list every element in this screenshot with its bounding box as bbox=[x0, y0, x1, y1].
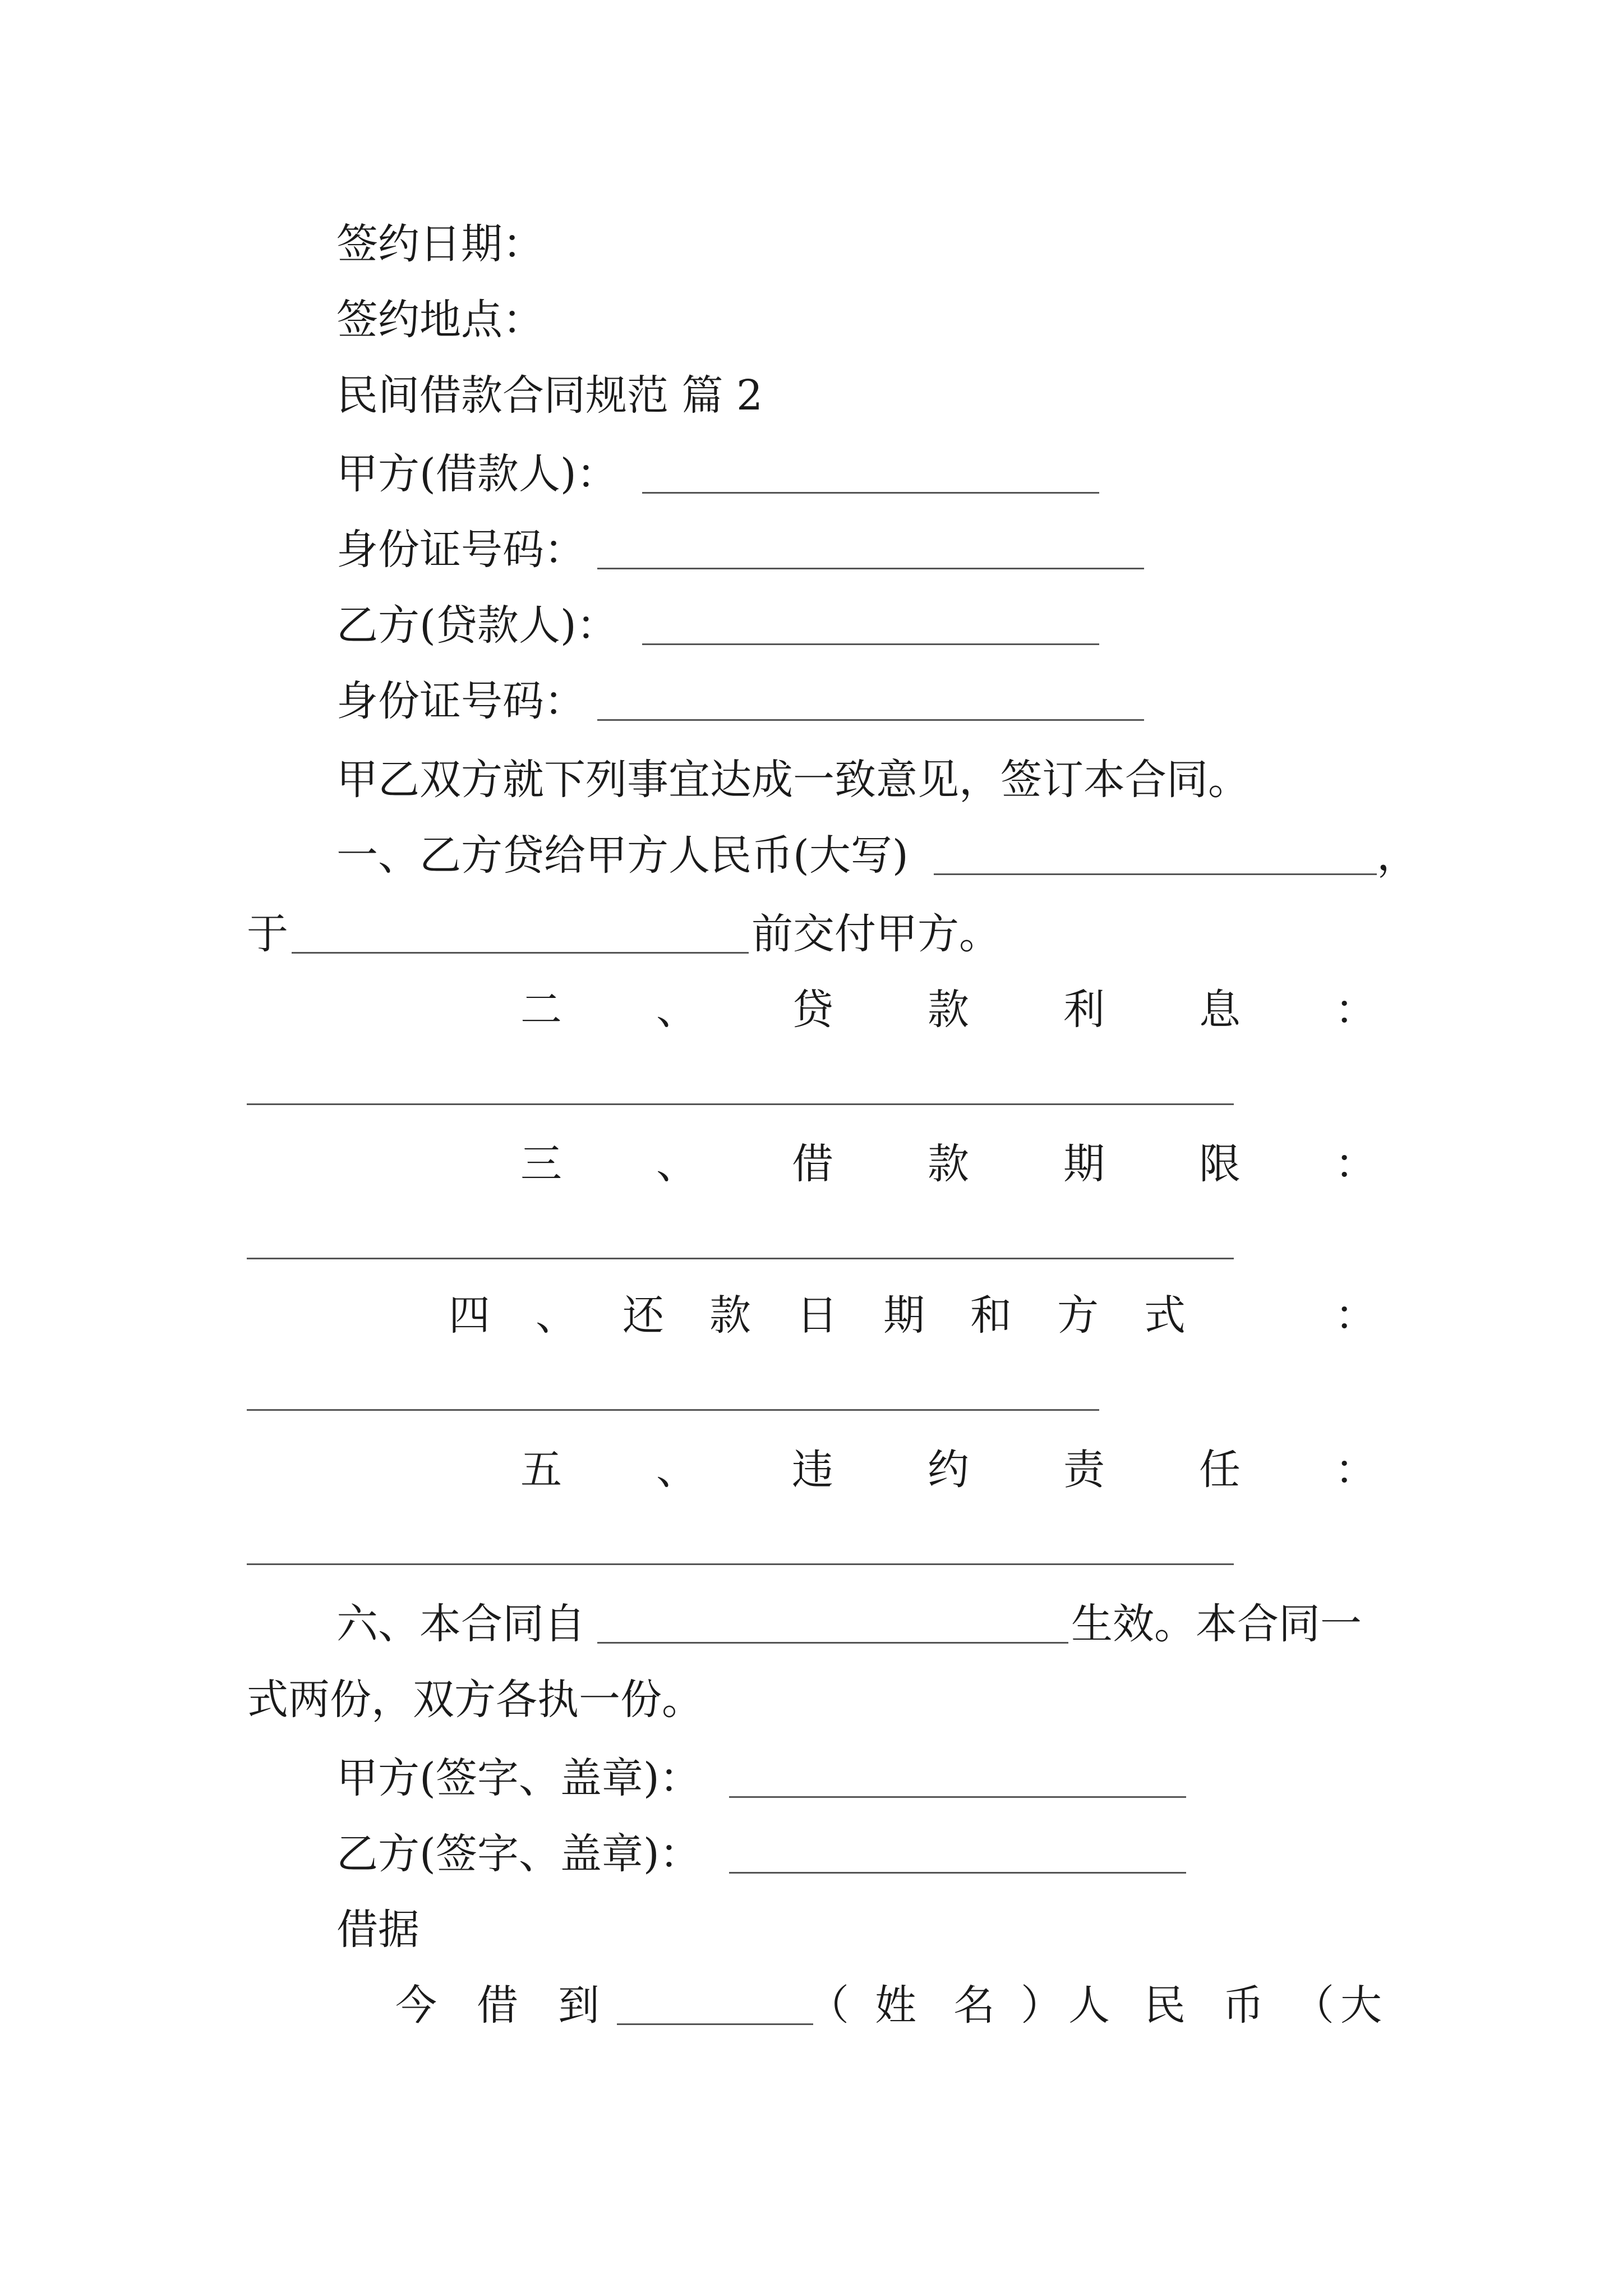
clause-6-date-blank[interactable] bbox=[597, 1642, 1068, 1644]
agreement-line bbox=[0, 752, 1623, 808]
clause-4-char: 方 bbox=[1057, 1291, 1099, 1340]
clause-2-char: 款 bbox=[928, 986, 969, 1034]
receipt-char: 币 bbox=[1223, 1981, 1264, 2030]
receipt-title-line bbox=[0, 1902, 1623, 1958]
clause-1-line bbox=[0, 827, 1623, 884]
section-title: 民间借款合同规范 篇 2 bbox=[336, 371, 763, 420]
clause-3-blank-line bbox=[0, 1212, 1623, 1268]
clause-5-char: ： bbox=[1335, 1446, 1376, 1494]
sign-place-label: 签约地点： bbox=[336, 296, 544, 344]
id-a-label: 身份证号码： bbox=[336, 526, 585, 574]
id-b-blank[interactable] bbox=[597, 719, 1144, 721]
receipt-line bbox=[0, 1977, 1623, 2033]
receipt-char: 民 bbox=[1144, 1981, 1186, 2030]
clause-4-char: ： bbox=[1335, 1291, 1376, 1340]
id-b-line bbox=[0, 673, 1623, 729]
clause-4-char: 和 bbox=[970, 1291, 1012, 1340]
clause-6-suffix: 生效。本合同一 bbox=[1071, 1600, 1362, 1648]
sign-place-line bbox=[0, 292, 1623, 348]
receipt-name-blank[interactable] bbox=[617, 2023, 813, 2025]
clause-5-char: 五 bbox=[520, 1446, 562, 1494]
clause-1-text: 一、乙方贷给甲方人民币(大写) bbox=[336, 831, 909, 880]
clause-1-date-blank[interactable] bbox=[292, 952, 749, 954]
clause-2-line bbox=[0, 982, 1623, 1038]
clause-3-char: ： bbox=[1335, 1140, 1376, 1188]
clause-6-prefix: 六、本合同自 bbox=[336, 1600, 585, 1648]
clause-4-blank[interactable] bbox=[247, 1409, 1099, 1411]
receipt-char: 大 bbox=[1340, 1981, 1382, 2030]
clause-6-line bbox=[0, 1596, 1623, 1652]
sign-b-line bbox=[0, 1826, 1623, 1882]
clause-5-blank[interactable] bbox=[247, 1563, 1234, 1565]
clause-5-char: 约 bbox=[928, 1446, 969, 1494]
receipt-char: 今 bbox=[395, 1981, 437, 2030]
sign-date-label: 签约日期： bbox=[336, 220, 544, 268]
sign-a-label: 甲方(签字、盖章)： bbox=[336, 1754, 701, 1802]
clause-3-line bbox=[0, 1136, 1623, 1192]
clause-2-blank-line bbox=[0, 1057, 1623, 1114]
clause-6-cont: 式两份，双方各执一份。 bbox=[247, 1676, 703, 1724]
clause-3-blank[interactable] bbox=[247, 1258, 1234, 1259]
clause-2-char: 二 bbox=[520, 986, 562, 1034]
clause-5-char: 责 bbox=[1063, 1446, 1105, 1494]
clause-3-char: 限 bbox=[1199, 1140, 1241, 1188]
clause-5-line bbox=[0, 1442, 1623, 1498]
sign-b-label: 乙方(签字、盖章)： bbox=[336, 1830, 701, 1878]
clause-4-line bbox=[0, 1287, 1623, 1343]
receipt-char: （ bbox=[1293, 1981, 1334, 2030]
clause-4-char: 还 bbox=[623, 1291, 664, 1340]
receipt-char: （ bbox=[808, 1981, 849, 2030]
clause-3-char: 款 bbox=[928, 1140, 969, 1188]
clause-1-cont-prefix: 于 bbox=[247, 910, 288, 958]
sign-date-line bbox=[0, 216, 1623, 272]
clause-2-char: 息 bbox=[1199, 986, 1241, 1034]
party-a-blank[interactable] bbox=[642, 492, 1099, 494]
id-a-blank[interactable] bbox=[597, 568, 1144, 569]
clause-2-char: 利 bbox=[1063, 986, 1105, 1034]
receipt-char: 姓 bbox=[875, 1981, 916, 2030]
clause-4-char: 期 bbox=[883, 1291, 925, 1340]
clause-4-char: 日 bbox=[796, 1291, 838, 1340]
clause-1-amount-blank[interactable] bbox=[934, 873, 1377, 875]
party-a-line bbox=[0, 446, 1623, 502]
agreement-text: 甲乙双方就下列事宜达成一致意见，签订本合同。 bbox=[336, 756, 1249, 804]
party-b-blank[interactable] bbox=[642, 643, 1099, 645]
clause-2-char: 贷 bbox=[792, 986, 833, 1034]
receipt-title: 借据 bbox=[336, 1906, 419, 1954]
sign-a-line bbox=[0, 1750, 1623, 1806]
receipt-char: 人 bbox=[1068, 1981, 1110, 2030]
receipt-char: ） bbox=[1021, 1981, 1062, 2030]
clause-4-char: 式 bbox=[1144, 1291, 1186, 1340]
id-a-line bbox=[0, 522, 1623, 578]
clause-5-char: 任 bbox=[1199, 1446, 1241, 1494]
clause-4-blank-line bbox=[0, 1363, 1623, 1419]
clause-2-blank[interactable] bbox=[247, 1103, 1234, 1105]
clause-2-char: ： bbox=[1335, 986, 1376, 1034]
clause-3-char: 期 bbox=[1063, 1140, 1105, 1188]
receipt-char: 借 bbox=[477, 1981, 518, 2030]
clause-4-char: 、 bbox=[536, 1291, 577, 1340]
clause-1-comma: ， bbox=[1377, 831, 1418, 880]
clause-5-char: 违 bbox=[792, 1446, 833, 1494]
clause-1-cont-line bbox=[0, 906, 1623, 962]
clause-6-cont-line bbox=[0, 1672, 1623, 1728]
clause-3-char: 三 bbox=[520, 1140, 562, 1188]
clause-5-char: 、 bbox=[656, 1446, 698, 1494]
sign-a-blank[interactable] bbox=[729, 1796, 1186, 1798]
clause-1-cont-suffix: 前交付甲方。 bbox=[751, 910, 1000, 958]
party-b-line bbox=[0, 597, 1623, 654]
section-title-line bbox=[0, 367, 1623, 424]
clause-3-char: 、 bbox=[656, 1140, 698, 1188]
receipt-char: 名 bbox=[953, 1981, 995, 2030]
clause-4-char: 款 bbox=[709, 1291, 751, 1340]
clause-5-blank-line bbox=[0, 1517, 1623, 1573]
clause-2-char: 、 bbox=[656, 986, 698, 1034]
clause-4-char: 四 bbox=[449, 1291, 490, 1340]
party-a-label: 甲方(借款人)： bbox=[336, 450, 618, 498]
party-b-label: 乙方(贷款人)： bbox=[336, 601, 618, 650]
receipt-char: 到 bbox=[558, 1981, 600, 2030]
clause-3-char: 借 bbox=[792, 1140, 833, 1188]
sign-b-blank[interactable] bbox=[729, 1872, 1186, 1874]
id-b-label: 身份证号码： bbox=[336, 677, 585, 725]
